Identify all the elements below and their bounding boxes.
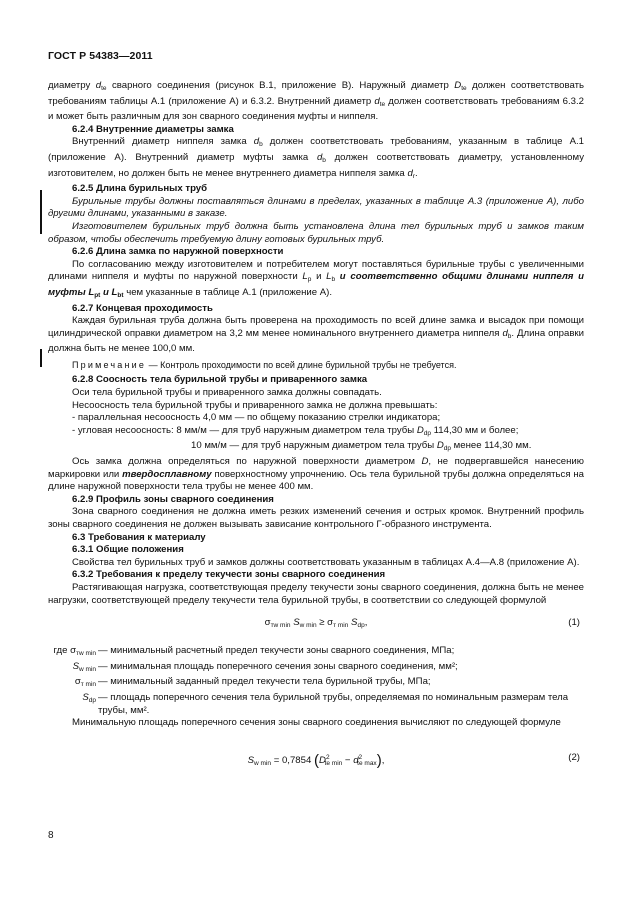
definition-row — [48, 676, 584, 692]
definition-text: — минимальный расчетный предел текучести зоны сварного соединения, МПа; — [98, 645, 455, 657]
list-item: - параллельная несоосность 4,0 мм — по общему показанию стрелки индикатора; — [72, 412, 441, 424]
list-item-continuation: 10 мм/м — для труб наружным диаметром тела трубы $D_{dp}$ менее 114,30 мм. — [191, 440, 532, 453]
paragraph: Каждая бурильная труба должна быть проверена на проходимость по всей длине замка и высадок при помощи цилиндрической оправки диаметром на 3,2 мм менее номинального внутреннего диаметра ниппеля $d_b$. Длина оправки должна быть не менее 100,0 мм. — [48, 315, 584, 355]
paragraph: Свойства тел бурильных труб и замков должны соответствовать указанным в таблицах А.4—А.8 (приложение А). — [72, 556, 580, 568]
formula-1 — [48, 611, 584, 645]
section-heading: 6.3 Требования к материалу — [72, 531, 206, 543]
definition-row — [48, 661, 584, 677]
formula-2-expression: $S_{w min} = 0,7854$ $(D^2_{te min} - d^2_{te max})$, — [247, 751, 385, 769]
note: Примечание — Контроль проходимости по всей длине бурильной трубы не требуется. — [72, 359, 457, 370]
paragraph: Ось замка должна определяться по наружной поверхности диаметром D, не подвергавшейся нанесению маркировки или твердосплавному поверхностному упрочнению. Ось тела бурильной трубы должна определяться на длине наружной поверхности тела трубы не менее 400 мм. — [48, 456, 585, 493]
definition-text: — минимальный заданный предел текучести тела бурильной трубы, МПа; — [98, 676, 431, 688]
paragraph: Растягивающая нагрузка, соответствующая пределу текучести зоны сварного соединения, должна быть не менее нагрузки, соответствующей пределу текучести тела бурильной трубы, в соответствии со следующей формулой — [48, 581, 584, 606]
section-heading: 6.2.7 Концевая проходимость — [72, 302, 213, 314]
change-bar — [40, 349, 42, 367]
definition-term: $S_{dp}$ — [82, 691, 96, 704]
formula-1-number: (1) — [568, 617, 580, 629]
formula-1-expression: $\sigma_{тw min}$ $S_{w min} \ge \sigma_{т min}$ $S_{dp}$, — [264, 617, 368, 630]
definition-text: — площадь поперечного сечения тела бурильной трубы, определяемая по номинальным размерам тела трубы, мм². — [98, 691, 569, 716]
section-heading: 6.2.9 Профиль зоны сварного соединения — [72, 493, 274, 505]
definition-term: $S_{w min}$ — [72, 660, 96, 673]
paragraph: Оси тела бурильной трубы и приваренного замка должны совпадать. — [72, 387, 382, 399]
paragraph: Бурильные трубы должны поставляться длинами в пределах, указанных в таблице А.3 (приложение А), либо другими длинами, указанными в заказе. — [48, 195, 584, 220]
page-header: ГОСТ Р 54383—2011 — [48, 50, 153, 62]
section-heading: 6.2.4 Внутренние диаметры замка — [72, 123, 234, 135]
paragraph: диаметру $d_{te}$ сварного соединения (рисунок В.1, приложение В). Наружный диаметр $D_{te}$ должен соответствовать требованиям таблицы А.1 (приложение А) и 6.3.2. Внутренний диаметр $d_{te}$ должен соответствовать требованиям 6.3.2 и может быть различным для зон сварного соединения муфты и ниппеля. — [48, 80, 584, 123]
page-number: 8 — [48, 830, 54, 841]
formula-2 — [48, 740, 584, 784]
definition-text: — минимальная площадь поперечного сечения зоны сварного соединения, мм²; — [98, 660, 458, 672]
definition-term: где $\sigma_{тw min}$ — [53, 645, 96, 658]
section-heading: 6.2.6 Длина замка по наружной поверхности — [72, 246, 284, 258]
definition-row — [48, 692, 584, 717]
change-bar — [40, 190, 42, 234]
paragraph: Зона сварного соединения не должна иметь резких изменений сечения и острых кромок. Внутренний профиль зоны сварного соединения не должен вызывать зависание контрольного Г-образного инструмента. — [48, 506, 584, 530]
formula-2-number: (2) — [568, 751, 580, 763]
paragraph: По согласованию между изготовителем и потребителем могут поставляться бурильные трубы с увеличенными длинами ниппеля и муфты по наружной поверхности $L_p$ и $L_b$ и соответственно общими длинами ниппеля и муфты $L_{pt}$ и $L_{bt}$ чем указанные в таблице А.1 (приложение А). — [48, 258, 584, 299]
definition-term: $\sigma_{т min}$ — [74, 676, 96, 689]
section-heading: 6.2.8 Соосность тела бурильной трубы и приваренного замка — [72, 374, 368, 386]
list-item: - угловая несоосность: 8 мм/м — для труб наружным диаметром тела трубы $D_{dp}$ 114,30 мм и более; — [72, 424, 519, 437]
paragraph: Несоосность тела бурильной трубы и приваренного замка не должна превышать: — [72, 399, 438, 411]
definition-row — [48, 645, 584, 661]
paragraph: Минимальную площадь поперечного сечения зоны сварного соединения вычисляют по следующей формуле — [72, 717, 561, 729]
paragraph: Внутренний диаметр ниппеля замка $d_b$ должен соответствовать требованиям, указанным в таблице А.1 (приложение А). Внутренний диаметр муфты замка $d_b$ должен соответствовать диаметру, установленному изготовителем, но должен быть не менее внутреннего диаметра ниппеля замка $d_r$. — [48, 136, 584, 180]
paragraph: Изготовителем бурильных труб должна быть установлена длина тел бурильных труб и замков таким образом, чтобы обеспечить требуемую длину готовых бурильных труб. — [48, 220, 584, 245]
document-body — [48, 80, 584, 784]
note-label: Примечание — [72, 359, 147, 370]
section-heading: 6.3.1 Общие положения — [72, 544, 184, 556]
section-heading: 6.2.5 Длина бурильных труб — [72, 183, 208, 195]
section-heading: 6.3.2 Требования к пределу текучести зоны сварного соединения — [72, 569, 386, 581]
definition-list — [48, 645, 584, 717]
